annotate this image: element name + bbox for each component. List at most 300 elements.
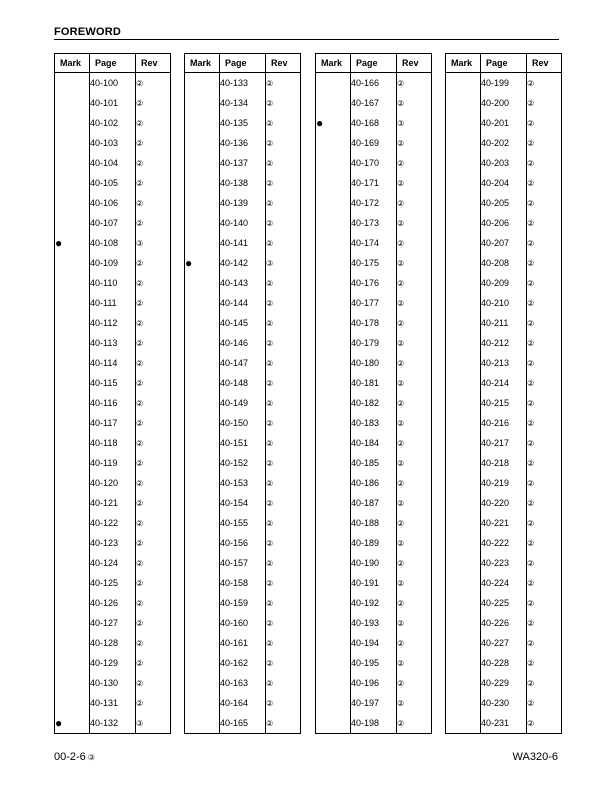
revision-mark xyxy=(446,493,481,513)
revision-number: ② xyxy=(266,373,301,393)
table-row xyxy=(55,193,171,213)
revision-mark xyxy=(185,213,220,233)
page-ref: 40-217 xyxy=(481,433,527,453)
page-ref: 40-140 xyxy=(220,213,266,233)
revision-number: ② xyxy=(266,493,301,513)
table-row xyxy=(55,213,171,233)
page-ref: 40-155 xyxy=(220,513,266,533)
revision-mark xyxy=(446,193,481,213)
revision-mark xyxy=(55,333,90,353)
page-ref: 40-194 xyxy=(351,633,397,653)
revision-number: ② xyxy=(527,133,562,153)
revision-number: ② xyxy=(136,93,171,113)
revision-mark xyxy=(316,573,351,593)
page-ref: 40-187 xyxy=(351,493,397,513)
table-row xyxy=(446,373,562,393)
page-ref: 40-166 xyxy=(351,73,397,94)
revision-number: ② xyxy=(397,593,432,613)
revision-mark xyxy=(185,353,220,373)
page-title: FOREWORD xyxy=(54,26,121,38)
revision-number: ② xyxy=(266,713,301,734)
revision-number: ② xyxy=(397,613,432,633)
page-ref: 40-230 xyxy=(481,693,527,713)
revision-number: ② xyxy=(136,113,171,133)
page-ref: 40-130 xyxy=(90,673,136,693)
page-ref: 40-107 xyxy=(90,213,136,233)
table-row xyxy=(316,673,432,693)
revision-table-4 xyxy=(445,53,562,734)
page-ref: 40-195 xyxy=(351,653,397,673)
revision-number: ② xyxy=(266,273,301,293)
page-ref: 40-185 xyxy=(351,453,397,473)
table-row xyxy=(316,593,432,613)
page-ref: 40-193 xyxy=(351,613,397,633)
page-ref: 40-131 xyxy=(90,693,136,713)
revision-mark xyxy=(446,413,481,433)
table-row xyxy=(185,533,301,553)
header-mark: Mark xyxy=(185,54,220,73)
revision-mark xyxy=(446,93,481,113)
table-row xyxy=(185,253,301,273)
revision-mark xyxy=(185,233,220,253)
revision-mark xyxy=(185,333,220,353)
page-ref: 40-191 xyxy=(351,573,397,593)
revision-number: ② xyxy=(266,633,301,653)
revision-number: ② xyxy=(397,73,432,94)
table-row xyxy=(316,453,432,473)
page-ref: 40-189 xyxy=(351,533,397,553)
revision-mark xyxy=(185,293,220,313)
table-row xyxy=(316,413,432,433)
revision-number: ② xyxy=(136,533,171,553)
page-ref: 40-163 xyxy=(220,673,266,693)
table-row xyxy=(446,453,562,473)
revision-mark xyxy=(446,593,481,613)
page-ref: 40-170 xyxy=(351,153,397,173)
revision-mark xyxy=(446,513,481,533)
table-row xyxy=(55,173,171,193)
table-row xyxy=(185,153,301,173)
revision-number: ② xyxy=(136,353,171,373)
revision-number: ② xyxy=(266,293,301,313)
revision-number: ② xyxy=(397,673,432,693)
page-ref: 40-206 xyxy=(481,213,527,233)
table-row xyxy=(185,473,301,493)
header-mark: Mark xyxy=(316,54,351,73)
revision-number: ② xyxy=(397,233,432,253)
revision-number: ② xyxy=(527,173,562,193)
revision-mark xyxy=(55,633,90,653)
revision-mark xyxy=(316,653,351,673)
revision-number: ② xyxy=(397,413,432,433)
revision-mark xyxy=(185,693,220,713)
page-ref: 40-183 xyxy=(351,413,397,433)
table-row xyxy=(185,673,301,693)
revision-mark xyxy=(316,673,351,693)
table-row xyxy=(185,113,301,133)
revision-mark xyxy=(446,73,481,94)
table-row xyxy=(316,633,432,653)
revision-mark xyxy=(316,153,351,173)
table-row xyxy=(185,73,301,94)
page-ref: 40-104 xyxy=(90,153,136,173)
revision-number: ② xyxy=(527,553,562,573)
table-row xyxy=(185,353,301,373)
revision-mark xyxy=(185,393,220,413)
page-ref: 40-165 xyxy=(220,713,266,734)
revision-number: ③ xyxy=(136,233,171,253)
page-ref: 40-118 xyxy=(90,433,136,453)
revision-number: ② xyxy=(136,213,171,233)
table-row xyxy=(446,293,562,313)
page-ref: 40-216 xyxy=(481,413,527,433)
revision-number: ② xyxy=(527,513,562,533)
revision-mark xyxy=(316,613,351,633)
table-row xyxy=(316,493,432,513)
header-page: Page xyxy=(351,54,397,73)
revision-number: ② xyxy=(527,213,562,233)
revision-mark xyxy=(55,353,90,373)
revision-number: ② xyxy=(136,273,171,293)
revision-number: ② xyxy=(527,573,562,593)
table-row xyxy=(316,133,432,153)
header-mark: Mark xyxy=(446,54,481,73)
revision-mark: ● xyxy=(316,113,351,133)
revision-number: ② xyxy=(397,633,432,653)
table-row xyxy=(55,313,171,333)
table-row xyxy=(316,173,432,193)
revision-table-2 xyxy=(184,53,301,734)
revision-number: ② xyxy=(266,473,301,493)
revision-number: ② xyxy=(527,633,562,653)
page-ref: 40-213 xyxy=(481,353,527,373)
revision-mark xyxy=(55,293,90,313)
page-ref: 40-174 xyxy=(351,233,397,253)
revision-mark xyxy=(446,233,481,253)
revision-mark xyxy=(55,453,90,473)
revision-mark xyxy=(185,73,220,94)
table-row xyxy=(316,473,432,493)
revision-mark xyxy=(316,93,351,113)
table-row xyxy=(55,373,171,393)
revision-number: ② xyxy=(136,433,171,453)
revision-number: ② xyxy=(397,293,432,313)
revision-mark xyxy=(316,133,351,153)
page-ref: 40-114 xyxy=(90,353,136,373)
table-row xyxy=(446,693,562,713)
revision-mark xyxy=(446,573,481,593)
table-row xyxy=(185,693,301,713)
table-row xyxy=(55,453,171,473)
revision-number: ② xyxy=(527,433,562,453)
title-rule xyxy=(54,39,559,40)
table-row xyxy=(185,653,301,673)
page-ref: 40-122 xyxy=(90,513,136,533)
page-ref: 40-172 xyxy=(351,193,397,213)
table-row xyxy=(316,513,432,533)
page-ref: 40-149 xyxy=(220,393,266,413)
revision-mark xyxy=(185,313,220,333)
page-ref: 40-224 xyxy=(481,573,527,593)
table-row xyxy=(316,213,432,233)
revision-number: ② xyxy=(527,493,562,513)
revision-mark xyxy=(185,413,220,433)
revision-number: ② xyxy=(527,533,562,553)
page-ref: 40-151 xyxy=(220,433,266,453)
revision-mark xyxy=(316,73,351,94)
page-ref: 40-141 xyxy=(220,233,266,253)
page-ref: 40-204 xyxy=(481,173,527,193)
table-row xyxy=(446,173,562,193)
table-row xyxy=(55,613,171,633)
revision-mark xyxy=(316,393,351,413)
page-ref: 40-127 xyxy=(90,613,136,633)
page-ref: 40-196 xyxy=(351,673,397,693)
revision-mark xyxy=(446,353,481,373)
page-ref: 40-173 xyxy=(351,213,397,233)
page-ref: 40-179 xyxy=(351,333,397,353)
revision-number: ② xyxy=(266,193,301,213)
page-ref: 40-205 xyxy=(481,193,527,213)
table-row xyxy=(55,653,171,673)
revision-mark xyxy=(55,213,90,233)
revision-number: ② xyxy=(266,233,301,253)
header-page: Page xyxy=(481,54,527,73)
table-row xyxy=(316,693,432,713)
page-ref: 40-144 xyxy=(220,293,266,313)
revision-number: ② xyxy=(527,93,562,113)
table-row xyxy=(316,153,432,173)
table-row xyxy=(55,333,171,353)
revision-number: ② xyxy=(136,493,171,513)
revision-number: ② xyxy=(397,153,432,173)
revision-number: ② xyxy=(266,433,301,453)
table-row xyxy=(446,93,562,113)
page-ref: 40-184 xyxy=(351,433,397,453)
page-ref: 40-100 xyxy=(90,73,136,94)
revision-mark xyxy=(446,533,481,553)
page-ref: 40-162 xyxy=(220,653,266,673)
revision-mark xyxy=(316,193,351,213)
table-row xyxy=(185,213,301,233)
revision-number: ② xyxy=(266,513,301,533)
revision-number: ② xyxy=(266,393,301,413)
revision-number: ② xyxy=(527,673,562,693)
table-row xyxy=(446,233,562,253)
revision-number: ② xyxy=(527,273,562,293)
revision-mark xyxy=(55,373,90,393)
table-row xyxy=(55,633,171,653)
revision-mark xyxy=(446,133,481,153)
page-ref: 40-209 xyxy=(481,273,527,293)
revision-number: ② xyxy=(266,693,301,713)
page-ref: 40-215 xyxy=(481,393,527,413)
revision-mark xyxy=(316,253,351,273)
page-ref: 40-214 xyxy=(481,373,527,393)
table-row xyxy=(316,73,432,94)
page-ref: 40-146 xyxy=(220,333,266,353)
revision-mark xyxy=(55,613,90,633)
revision-mark xyxy=(446,373,481,393)
page-ref: 40-139 xyxy=(220,193,266,213)
page-ref: 40-115 xyxy=(90,373,136,393)
table-row xyxy=(185,513,301,533)
revision-mark xyxy=(316,713,351,734)
table-row xyxy=(185,453,301,473)
revision-mark xyxy=(316,313,351,333)
table-row xyxy=(316,353,432,373)
page-ref: 40-211 xyxy=(481,313,527,333)
revision-number: ② xyxy=(266,153,301,173)
page-ref: 40-180 xyxy=(351,353,397,373)
revision-mark xyxy=(316,333,351,353)
table-row xyxy=(55,673,171,693)
page-ref: 40-158 xyxy=(220,573,266,593)
table-row xyxy=(55,593,171,613)
table-row xyxy=(185,713,301,734)
page-ref: 40-145 xyxy=(220,313,266,333)
revision-number: ② xyxy=(136,313,171,333)
table-row xyxy=(446,113,562,133)
revision-number: ② xyxy=(136,593,171,613)
revision-number: ② xyxy=(136,253,171,273)
page-ref: 40-167 xyxy=(351,93,397,113)
revision-number: ② xyxy=(527,113,562,133)
revision-number: ② xyxy=(397,213,432,233)
header-rev: Rev xyxy=(266,54,301,73)
revision-mark xyxy=(185,473,220,493)
page-ref: 40-128 xyxy=(90,633,136,653)
revision-mark xyxy=(185,433,220,453)
table-row xyxy=(316,233,432,253)
page-number: 00-2-6 xyxy=(54,751,86,763)
revision-number: ② xyxy=(397,493,432,513)
revision-number: ② xyxy=(136,173,171,193)
revision-number: ② xyxy=(136,73,171,94)
table-row xyxy=(185,613,301,633)
revision-mark xyxy=(55,113,90,133)
revision-number: ② xyxy=(527,613,562,633)
revision-number: ② xyxy=(397,693,432,713)
page-ref: 40-164 xyxy=(220,693,266,713)
page-ref: 40-136 xyxy=(220,133,266,153)
revision-mark xyxy=(55,93,90,113)
revision-mark xyxy=(316,493,351,513)
revision-mark xyxy=(316,533,351,553)
revision-mark xyxy=(185,133,220,153)
table-row xyxy=(316,393,432,413)
revision-number: ② xyxy=(136,613,171,633)
revision-mark xyxy=(446,453,481,473)
revision-mark xyxy=(446,693,481,713)
page-ref: 40-103 xyxy=(90,133,136,153)
page-ref: 40-109 xyxy=(90,253,136,273)
revision-mark xyxy=(55,313,90,333)
page-ref: 40-219 xyxy=(481,473,527,493)
page-ref: 40-181 xyxy=(351,373,397,393)
revision-number: ② xyxy=(136,633,171,653)
revision-number: ② xyxy=(527,313,562,333)
revision-number: ② xyxy=(397,453,432,473)
revision-number: ② xyxy=(527,453,562,473)
revision-number: ② xyxy=(136,333,171,353)
table-row xyxy=(55,713,171,734)
table-row xyxy=(55,413,171,433)
revision-number: ② xyxy=(527,393,562,413)
page-ref: 40-222 xyxy=(481,533,527,553)
page-ref: 40-223 xyxy=(481,553,527,573)
page-ref: 40-159 xyxy=(220,593,266,613)
revision-number: ② xyxy=(266,413,301,433)
table-row xyxy=(185,313,301,333)
page-ref: 40-231 xyxy=(481,713,527,734)
table-row xyxy=(446,533,562,553)
revision-number: ② xyxy=(397,433,432,453)
table-row xyxy=(185,373,301,393)
page-ref: 40-138 xyxy=(220,173,266,193)
page-ref: 40-168 xyxy=(351,113,397,133)
revision-number: ② xyxy=(397,353,432,373)
revision-mark xyxy=(55,433,90,453)
table-row xyxy=(185,433,301,453)
page-ref: 40-123 xyxy=(90,533,136,553)
revision-number: ② xyxy=(397,573,432,593)
table-row xyxy=(446,133,562,153)
table-row xyxy=(55,153,171,173)
revision-number: ② xyxy=(266,333,301,353)
revision-mark xyxy=(55,133,90,153)
table-row xyxy=(185,553,301,573)
revision-number: ③ xyxy=(136,713,171,734)
revision-mark xyxy=(316,293,351,313)
page-ref: 40-119 xyxy=(90,453,136,473)
revision-mark xyxy=(185,373,220,393)
revision-number: ② xyxy=(397,173,432,193)
revision-mark xyxy=(446,333,481,353)
revision-mark xyxy=(446,293,481,313)
page-ref: 40-177 xyxy=(351,293,397,313)
revision-number: ② xyxy=(266,313,301,333)
page-ref: 40-171 xyxy=(351,173,397,193)
revision-number: ② xyxy=(136,473,171,493)
revision-number: ② xyxy=(397,393,432,413)
table-row xyxy=(316,653,432,673)
table-row xyxy=(446,333,562,353)
page-ref: 40-156 xyxy=(220,533,266,553)
revision-number: ② xyxy=(136,193,171,213)
revision-number: ② xyxy=(397,253,432,273)
table-row xyxy=(316,573,432,593)
page-ref: 40-117 xyxy=(90,413,136,433)
table-row xyxy=(185,293,301,313)
revision-mark xyxy=(446,433,481,453)
page-ref: 40-135 xyxy=(220,113,266,133)
page-ref: 40-113 xyxy=(90,333,136,353)
revision-number: ② xyxy=(266,133,301,153)
revision-mark xyxy=(316,593,351,613)
page-ref: 40-207 xyxy=(481,233,527,253)
revision-number: ② xyxy=(266,453,301,473)
revision-mark xyxy=(185,633,220,653)
table-row xyxy=(446,253,562,273)
table-row xyxy=(446,593,562,613)
table-row xyxy=(316,613,432,633)
footer-model: WA320-6 xyxy=(512,751,558,763)
revision-mark xyxy=(185,113,220,133)
table-header-row xyxy=(446,54,562,73)
revision-number: ② xyxy=(527,253,562,273)
table-row xyxy=(185,393,301,413)
